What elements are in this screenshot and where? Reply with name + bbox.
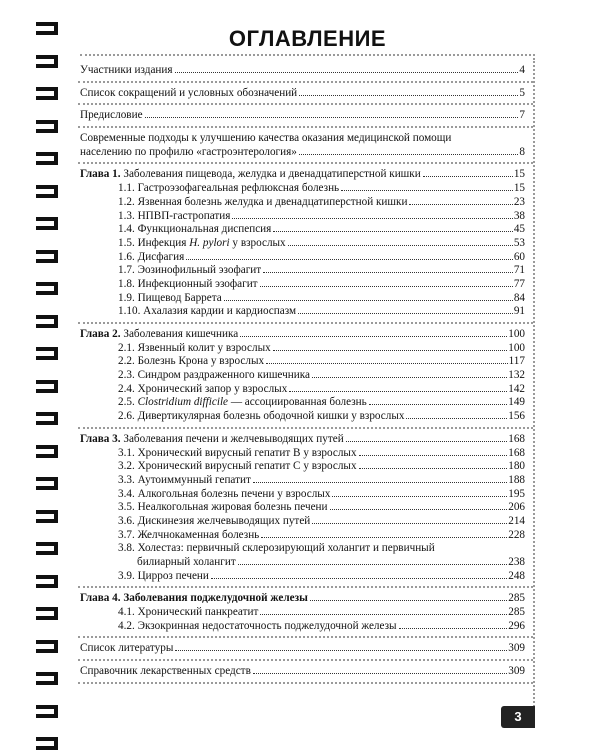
- toc-section[interactable]: [80, 410, 525, 424]
- chapter-title: Заболевания кишечника: [123, 328, 239, 341]
- section-page: 132: [508, 369, 525, 382]
- section-label: 3.1. Хронический вирусный гепатит B у взрослых: [118, 446, 357, 459]
- section-page: 228: [508, 528, 525, 541]
- chapter-title: Заболевания печени и желчевыводящих путей: [123, 432, 344, 445]
- leader-dots: [145, 117, 519, 118]
- section-divider: [78, 103, 533, 105]
- leader-dots: [406, 418, 507, 419]
- section-label: 2.3. Синдром раздраженного кишечника: [118, 369, 310, 382]
- leader-dots: [298, 313, 513, 314]
- binding-ring: [36, 575, 64, 588]
- toc-section[interactable]: [80, 182, 525, 196]
- toc-entry-page: 4: [519, 64, 525, 76]
- section-page: 71: [513, 264, 525, 277]
- section-label: 3.7. Желчнокаменная болезнь: [118, 528, 260, 541]
- leader-dots: [359, 455, 508, 456]
- section-page: 168: [508, 446, 525, 459]
- toc-section[interactable]: [80, 369, 525, 383]
- binding-ring: [36, 250, 64, 263]
- leader-dots: [240, 336, 507, 337]
- section-page: 156: [508, 410, 525, 423]
- leader-dots: [261, 537, 507, 538]
- toc-section[interactable]: [80, 447, 525, 461]
- section-label: 1.10. Ахалазия кардии и кардиоспазм: [118, 305, 297, 318]
- section-page: 45: [513, 223, 525, 236]
- section-page: 180: [508, 460, 525, 473]
- leader-dots: [266, 363, 508, 364]
- section-label: 1.9. Пищевод Баррета: [118, 291, 222, 304]
- section-page: 285: [508, 606, 525, 619]
- section-page: 149: [508, 396, 525, 409]
- section-page: 91: [513, 305, 525, 318]
- toc-section[interactable]: [80, 292, 525, 306]
- section-divider: [78, 322, 533, 324]
- leader-dots: [273, 231, 512, 232]
- binding-ring: [36, 315, 64, 328]
- section-label: 2.2. Болезнь Крона у взрослых: [118, 355, 265, 368]
- section-label: 1.7. Эозинофильный эзофагит: [118, 264, 262, 277]
- leader-dots: [299, 154, 519, 155]
- section-divider: [78, 126, 533, 128]
- toc-entry-label: Предисловие: [80, 109, 143, 122]
- leader-dots: [330, 509, 508, 510]
- leader-dots: [253, 482, 507, 483]
- section-label: 1.5. Инфекция H. pylori у взрослых: [118, 236, 286, 249]
- toc-section[interactable]: [80, 383, 525, 397]
- leader-dots: [312, 377, 507, 378]
- chapter-title: Заболевания пищевода, желудка и двенадцатиперстной кишки: [123, 168, 421, 181]
- binding-ring: [36, 607, 64, 620]
- toc-entry-page: 8: [519, 145, 525, 158]
- leader-dots: [409, 204, 512, 205]
- binding-ring: [36, 477, 64, 490]
- leader-dots: [224, 300, 513, 301]
- section-divider: [78, 427, 533, 429]
- toc-entry-label: Список литературы: [80, 642, 174, 655]
- section-label: 1.6. Дисфагия: [118, 250, 185, 263]
- chapter-title: Заболевания поджелудочной железы: [123, 592, 308, 605]
- binding-ring: [36, 217, 64, 230]
- chapter-number: Глава 1.: [80, 168, 121, 181]
- toc-entry-references[interactable]: [80, 642, 525, 656]
- toc-entry-label-line1[interactable]: Современные подходы к улучшению качества оказания медицинской помощи: [80, 132, 452, 145]
- binding-ring: [36, 152, 64, 165]
- toc-entry-label: Участники издания: [80, 64, 173, 76]
- toc-section[interactable]: [80, 488, 525, 502]
- section-page: 84: [513, 291, 525, 304]
- binding-ring: [36, 445, 64, 458]
- section-divider: [78, 659, 533, 661]
- leader-dots: [312, 523, 507, 524]
- leader-dots: [253, 673, 507, 674]
- leader-dots: [310, 600, 507, 601]
- toc-entry-page: 5: [519, 86, 525, 99]
- section-page: 60: [513, 250, 525, 263]
- toc-section[interactable]: [80, 223, 525, 237]
- chapter-number: Глава 3.: [80, 432, 121, 445]
- page-number-badge: 3: [501, 706, 535, 728]
- section-label: 1.3. НПВП-гастропатия: [118, 209, 231, 222]
- section-page: 296: [508, 619, 525, 632]
- leader-dots: [399, 628, 508, 629]
- leader-dots: [346, 441, 508, 442]
- binding-ring: [36, 380, 64, 393]
- section-page: 142: [508, 382, 525, 395]
- right-margin-rule: [533, 58, 535, 722]
- toc-entry-page: 100: [508, 328, 525, 341]
- leader-dots: [232, 218, 512, 219]
- toc-entry-page: 15: [513, 168, 525, 181]
- toc-section[interactable]: [80, 529, 525, 543]
- section-page: 77: [513, 277, 525, 290]
- table-of-contents: [80, 64, 525, 688]
- binding-ring: [36, 120, 64, 133]
- spiral-binding: [0, 0, 72, 750]
- toc-section[interactable]: [80, 556, 525, 570]
- leader-dots: [211, 578, 507, 579]
- chapter-2-heading[interactable]: [80, 328, 525, 342]
- section-label-line1[interactable]: 3.8. Холестаз: первичный склерозирующий холангит и первичный: [118, 542, 435, 555]
- leader-dots: [288, 245, 513, 246]
- binding-ring: [36, 510, 64, 523]
- toc-section[interactable]: [80, 460, 525, 474]
- binding-ring: [36, 672, 64, 685]
- toc-entry-contributors[interactable]: [80, 64, 525, 78]
- section-label: билиарный холангит: [137, 556, 236, 569]
- section-divider: [78, 636, 533, 638]
- leader-dots: [273, 350, 508, 351]
- toc-section[interactable]: [80, 210, 525, 224]
- chapter-number: Глава 4.: [80, 592, 121, 605]
- leader-dots: [263, 272, 513, 273]
- section-divider: [78, 81, 533, 83]
- leader-dots: [359, 468, 508, 469]
- leader-dots: [332, 496, 507, 497]
- toc-entry-modern-approaches[interactable]: [80, 146, 525, 160]
- section-divider: [78, 586, 533, 588]
- toc-entry-page: 285: [508, 592, 525, 605]
- binding-ring: [36, 737, 64, 750]
- section-page: 195: [508, 487, 525, 500]
- toc-entry-page: 309: [508, 642, 525, 655]
- toc-section[interactable]: [80, 264, 525, 278]
- section-label: 3.9. Цирроз печени: [118, 569, 209, 582]
- section-label: 3.5. Неалкогольная жировая болезнь печени: [118, 501, 328, 514]
- leader-dots: [369, 404, 507, 405]
- toc-section[interactable]: [80, 606, 525, 620]
- chapter-3-heading[interactable]: [80, 433, 525, 447]
- leader-dots: [186, 259, 513, 260]
- section-label: 3.3. Аутоиммунный гепатит: [118, 473, 251, 486]
- section-label: 1.1. Гастроэзофагеальная рефлюксная болезнь: [118, 182, 340, 195]
- toc-entry-drug-reference[interactable]: [80, 665, 525, 679]
- leader-dots: [260, 286, 513, 287]
- section-page: 206: [508, 501, 525, 514]
- section-page: 214: [508, 514, 525, 527]
- section-page: 117: [508, 355, 525, 368]
- section-page: 238: [508, 556, 525, 569]
- chapter-number: Глава 2.: [80, 328, 121, 341]
- toc-section[interactable]: [80, 620, 525, 634]
- binding-ring: [36, 542, 64, 555]
- toc-section[interactable]: [80, 515, 525, 529]
- leader-dots: [175, 650, 507, 651]
- binding-ring: [36, 282, 64, 295]
- leader-dots: [299, 95, 518, 96]
- section-label: 2.6. Дивертикулярная болезнь ободочной кишки у взрослых: [118, 410, 405, 423]
- section-label: 4.2. Экзокринная недостаточность поджелудочной железы: [118, 619, 397, 632]
- chapter-4-heading[interactable]: [80, 592, 525, 606]
- section-page: 23: [513, 195, 525, 208]
- section-label: 4.1. Хронический панкреатит: [118, 606, 259, 619]
- section-divider: [78, 682, 533, 684]
- chapter-1-heading[interactable]: [80, 168, 525, 182]
- binding-ring: [36, 705, 64, 718]
- leader-dots: [175, 72, 519, 73]
- toc-section[interactable]: [80, 278, 525, 292]
- toc-section[interactable]: [80, 355, 525, 369]
- toc-entry-label: населению по профилю «гастроэнтерология»: [80, 145, 297, 158]
- leader-dots: [423, 176, 513, 177]
- binding-ring: [36, 55, 64, 68]
- toc-entry-page: 7: [519, 109, 525, 122]
- section-label: 2.1. Язвенный колит у взрослых: [118, 341, 271, 354]
- binding-ring: [36, 412, 64, 425]
- toc-entry-page: 168: [508, 432, 525, 445]
- section-page: 188: [508, 473, 525, 486]
- section-label: 1.4. Функциональная диспепсия: [118, 223, 272, 236]
- toc-section[interactable]: [80, 396, 525, 410]
- page-title: ОГЛАВЛЕНИЕ: [228, 26, 387, 51]
- title-divider: [80, 54, 535, 56]
- section-page: 15: [513, 182, 525, 195]
- section-label: 3.4. Алкогольная болезнь печени у взрослых: [118, 487, 331, 500]
- binding-ring: [36, 185, 64, 198]
- section-divider: [78, 162, 533, 164]
- toc-section[interactable]: [80, 501, 525, 515]
- binding-ring: [36, 347, 64, 360]
- section-page: 100: [508, 341, 525, 354]
- toc-entry-label: Список сокращений и условных обозначений: [80, 86, 298, 99]
- binding-ring: [36, 87, 64, 100]
- binding-ring: [36, 640, 64, 653]
- toc-entry-preface[interactable]: [80, 109, 525, 123]
- section-label: 2.5. Clostridium difficile — ассоциированная болезнь: [118, 396, 367, 409]
- leader-dots: [238, 564, 508, 565]
- section-page: 38: [513, 209, 525, 222]
- section-label: 3.6. Дискинезия желчевыводящих путей: [118, 514, 311, 527]
- section-page: 53: [513, 236, 525, 249]
- toc-section[interactable]: [80, 342, 525, 356]
- toc-section[interactable]: [80, 570, 525, 584]
- toc-section[interactable]: [80, 474, 525, 488]
- toc-entry-abbreviations[interactable]: [80, 87, 525, 101]
- leader-dots: [289, 391, 507, 392]
- toc-entry-page: 309: [508, 665, 525, 678]
- section-label: 1.2. Язвенная болезнь желудка и двенадцатиперстной кишки: [118, 195, 408, 208]
- section-page: 248: [508, 569, 525, 582]
- leader-dots: [341, 190, 513, 191]
- leader-dots: [260, 614, 507, 615]
- toc-section[interactable]: [80, 251, 525, 265]
- section-label: 2.4. Хронический запор у взрослых: [118, 382, 288, 395]
- toc-section[interactable]: [80, 237, 525, 251]
- section-label: 1.8. Инфекционный эзофагит: [118, 277, 258, 290]
- binding-ring: [36, 22, 64, 35]
- toc-section[interactable]: [80, 196, 525, 210]
- section-label: 3.2. Хронический вирусный гепатит C у взрослых: [118, 460, 357, 473]
- toc-section[interactable]: [80, 305, 525, 319]
- toc-entry-label: Справочник лекарственных средств: [80, 665, 251, 678]
